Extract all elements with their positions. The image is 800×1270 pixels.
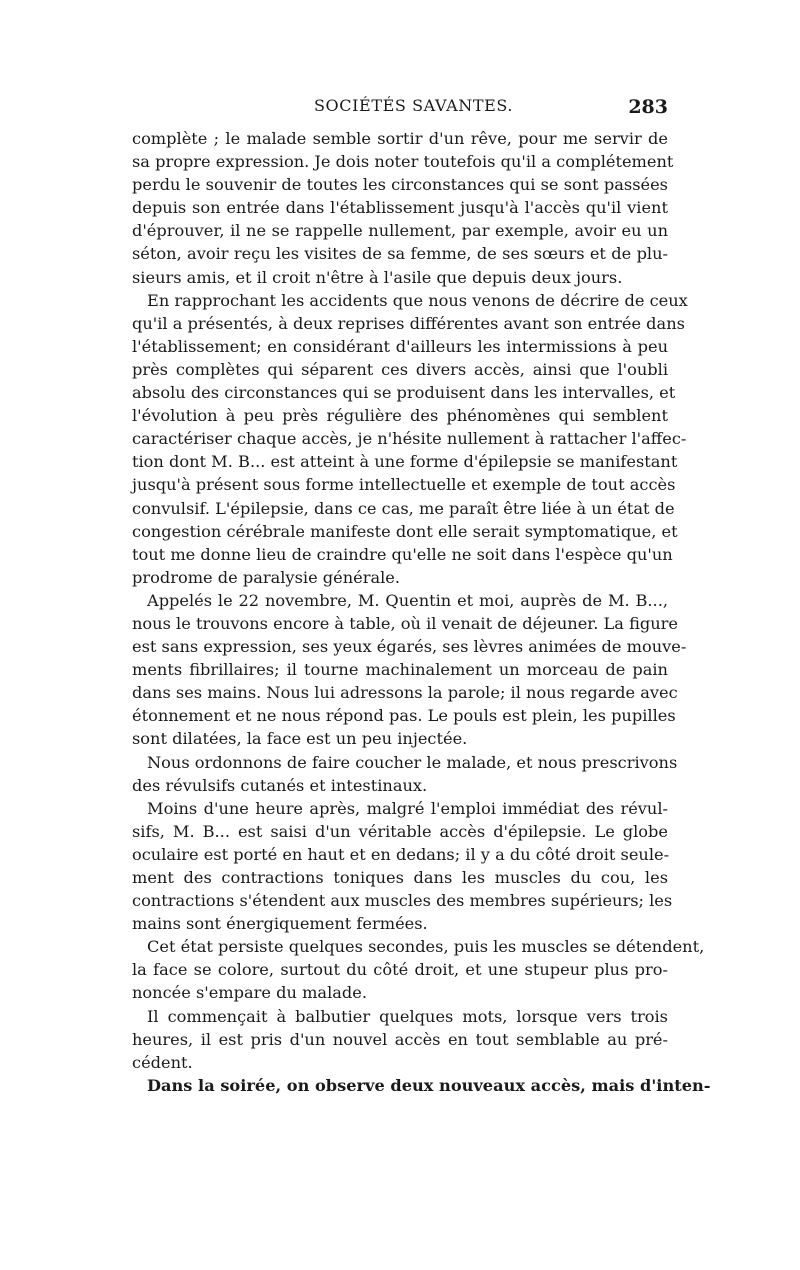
text-line: d'éprouver, il ne se rappelle nullement, par exemple, avoir eu un: [132, 221, 668, 241]
text-line: Nous ordonnons de faire coucher le malade, et nous prescrivons: [147, 752, 678, 772]
text-line: tout me donne lieu de craindre qu'elle ne soit dans l'espèce qu'un: [132, 544, 673, 564]
text-line: dans ses mains. Nous lui adressons la parole; il nous regarde avec: [132, 683, 678, 703]
text-line: qu'il a présentés, à deux reprises différentes avant son entrée dans: [132, 313, 685, 333]
text-line: Moins d'une heure après, malgré l'emploi immédiat des révul-: [147, 798, 668, 818]
text-line: Dans la soirée, on observe deux nouveaux accès, mais d'inten-: [147, 1075, 711, 1095]
text-line: sieurs amis, et il croit n'être à l'asile que depuis deux jours.: [132, 267, 623, 287]
text-line: ments fibrillaires; il tourne machinalement un morceau de pain: [132, 660, 668, 680]
text-line: heures, il est pris d'un nouvel accès en tout semblable au pré-: [132, 1029, 668, 1049]
text-line: absolu des circonstances qui se produisent dans les intervalles, et: [132, 383, 676, 403]
text-line: sifs, M. B... est saisi d'un véritable accès d'épilepsie. Le globe: [132, 821, 668, 841]
text-line: perdu le souvenir de toutes les circonstances qui se sont passées: [132, 175, 668, 195]
text-line: séton, avoir reçu les visites de sa femme, de ses sœurs et de plu-: [132, 244, 668, 264]
text-line: contractions s'étendent aux muscles des membres supérieurs; les: [132, 891, 673, 911]
text-line: complète ; le malade semble sortir d'un rêve, pour me servir de: [132, 129, 668, 148]
page-header: [132, 96, 668, 122]
body-text: [132, 127, 711, 1097]
text-line: depuis son entrée dans l'établissement jusqu'à l'accès qu'il vient: [132, 198, 668, 218]
text-line: tion dont M. B... est atteint à une forme d'épilepsie se manifestant: [132, 452, 678, 472]
text-line: ment des contractions toniques dans les muscles du cou, les: [132, 868, 668, 887]
text-line: oculaire est porté en haut et en dedans; il y a du côté droit seule-: [132, 844, 670, 864]
text-line: jusqu'à présent sous forme intellectuelle et exemple de tout accès: [132, 475, 676, 495]
text-line: Appelés le 22 novembre, M. Quentin et moi, auprès de M. B...,: [147, 590, 668, 610]
text-line: congestion cérébrale manifeste dont elle serait symptomatique, et: [132, 521, 678, 541]
text-line: noncée s'empare du malade.: [132, 983, 367, 1003]
text-line: près complètes qui séparent ces divers accès, ainsi que l'oubli: [132, 359, 668, 379]
text-line: Il commençait à balbutier quelques mots, lorsque vers trois: [147, 1006, 668, 1026]
text-line: l'établissement; en considérant d'ailleurs les intermissions à peu: [132, 336, 668, 356]
text-line: nous le trouvons encore à table, où il venait de déjeuner. La figure: [132, 613, 678, 633]
running-head: SOCIÉTÉS SAVANTES.: [314, 96, 514, 115]
text-line: des révulsifs cutanés et intestinaux.: [132, 775, 428, 795]
text-line: mains sont énergiquement fermées.: [132, 914, 428, 934]
text-line: la face se colore, surtout du côté droit, et une stupeur plus pro-: [132, 960, 668, 980]
text-line: étonnement et ne nous répond pas. Le pouls est plein, les pupilles: [132, 706, 676, 726]
text-line: convulsif. L'épilepsie, dans ce cas, me paraît être liée à un état de: [132, 498, 675, 518]
text-line: est sans expression, ses yeux égarés, ses lèvres animées de mouve-: [132, 637, 687, 657]
text-line: cédent.: [132, 1052, 193, 1072]
text-line: prodrome de paralysie générale.: [132, 567, 401, 587]
text-line: Cet état persiste quelques secondes, puis les muscles se détendent,: [147, 937, 705, 957]
text-line: caractériser chaque accès, je n'hésite nullement à rattacher l'affec-: [132, 429, 687, 449]
text-line: l'évolution à peu près régulière des phénomènes qui semblent: [132, 406, 668, 426]
page-number: 283: [628, 96, 668, 118]
text-line: sont dilatées, la face est un peu injectée.: [132, 729, 468, 749]
text-line: sa propre expression. Je dois noter toutefois qu'il a complétement: [132, 152, 674, 172]
text-line: En rapprochant les accidents que nous venons de décrire de ceux: [147, 290, 688, 310]
